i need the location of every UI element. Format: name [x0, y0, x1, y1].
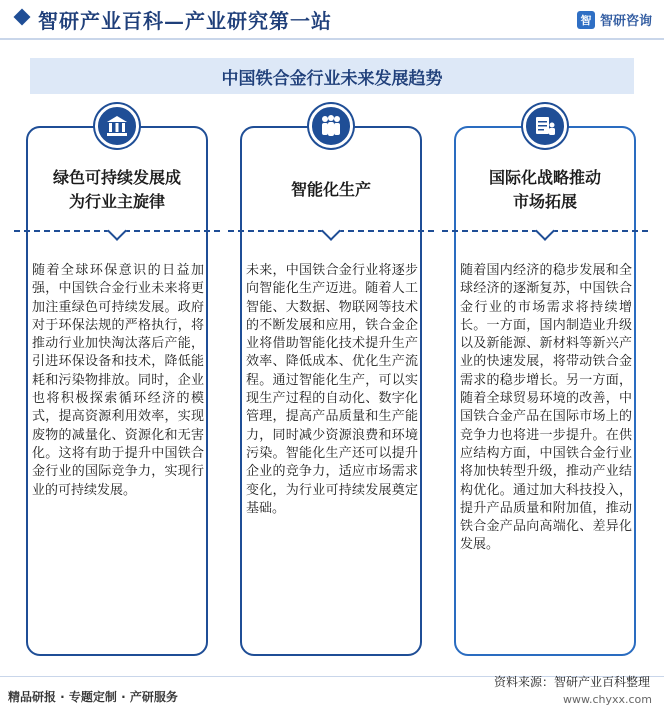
card-heading-line1: 智能化生产	[290, 180, 371, 199]
card-heading	[32, 154, 202, 226]
card-heading-line2: 市场拓展	[512, 192, 577, 211]
card-body: 未来，中国铁合金行业将逐步向智能化生产迈进。随着人工智能、大数据、物联网等技术的不断发展和应用，铁合金企业将借助智能化技术提升生产效率、降低成本、优化生产流程。通过智能化生产，可以实现生产过程的自动化、数字化管理，提高产品质量和生产能力，同时减少资源浪费和环境污染。智能化生产还可以提升企业的竞争力，适应市场需求变化，为行业可持续发展奠定基础。	[246, 263, 418, 516]
card-body: 随着全球环保意识的日益加强，中国铁合金行业未来将更加注重绿色可持续发展。政府对于环保法规的严格执行，将推动行业加快淘汰落后产能，引进环保设备和技术，降低能耗和污染物排放。同时，企业也将积极探索循环经济的模式，提高资源利用效率，实现废物的减量化、资源化和无害化。这将有助于提升中国铁合金行业的国际竞争力，实现行业的可持续发展。	[32, 263, 204, 498]
source-note: 资料来源：智研产业百科整理	[493, 675, 650, 689]
footer-tagline: 精品研报 · 专题定制 · 产研服务	[8, 690, 178, 704]
brand-logo-icon: 智	[577, 11, 595, 29]
card-heading-line2: 为行业主旋律	[68, 192, 165, 211]
title-band	[30, 58, 634, 94]
page-title: 中国铁合金行业未来发展趋势	[221, 68, 443, 89]
people-icon	[309, 104, 353, 148]
card-heading	[460, 154, 630, 226]
card-heading-line1: 国际化战略推动	[488, 168, 601, 187]
card-body: 随着国内经济的稳步发展和全球经济的逐渐复苏，中国铁合金行业的市场需求将持续增长。一方面，国内制造业升级以及新能源、新材料等新兴产业的快速发展，将带动铁合金需求的稳步增长。另一方面，随着全球贸易环境的改善，中国铁合金产品在国际市场上的竞争力也将进一步提升。在供应结构方面，中国铁合金行业将加快转型升级，推动产业结构优化。通过加大科技投入，提升产品质量和附加值，推动铁合金产品向高端化、差异化发展。	[460, 263, 632, 553]
site-title: 智研产业百科—产业研究第一站	[38, 9, 332, 33]
trend-card-green	[26, 126, 208, 656]
site-url[interactable]: www.chyxx.com	[562, 693, 652, 706]
trend-card-international	[454, 126, 636, 656]
bank-icon	[95, 104, 139, 148]
header-divider	[0, 38, 664, 40]
brand[interactable]	[577, 10, 652, 29]
brand-name: 智研咨询	[599, 14, 652, 29]
document-user-icon	[523, 104, 567, 148]
card-heading	[246, 154, 416, 226]
trend-card-smart	[240, 126, 422, 656]
card-heading-line1: 绿色可持续发展成	[52, 168, 181, 187]
header-bar	[0, 0, 664, 38]
diamond-icon	[14, 9, 31, 26]
